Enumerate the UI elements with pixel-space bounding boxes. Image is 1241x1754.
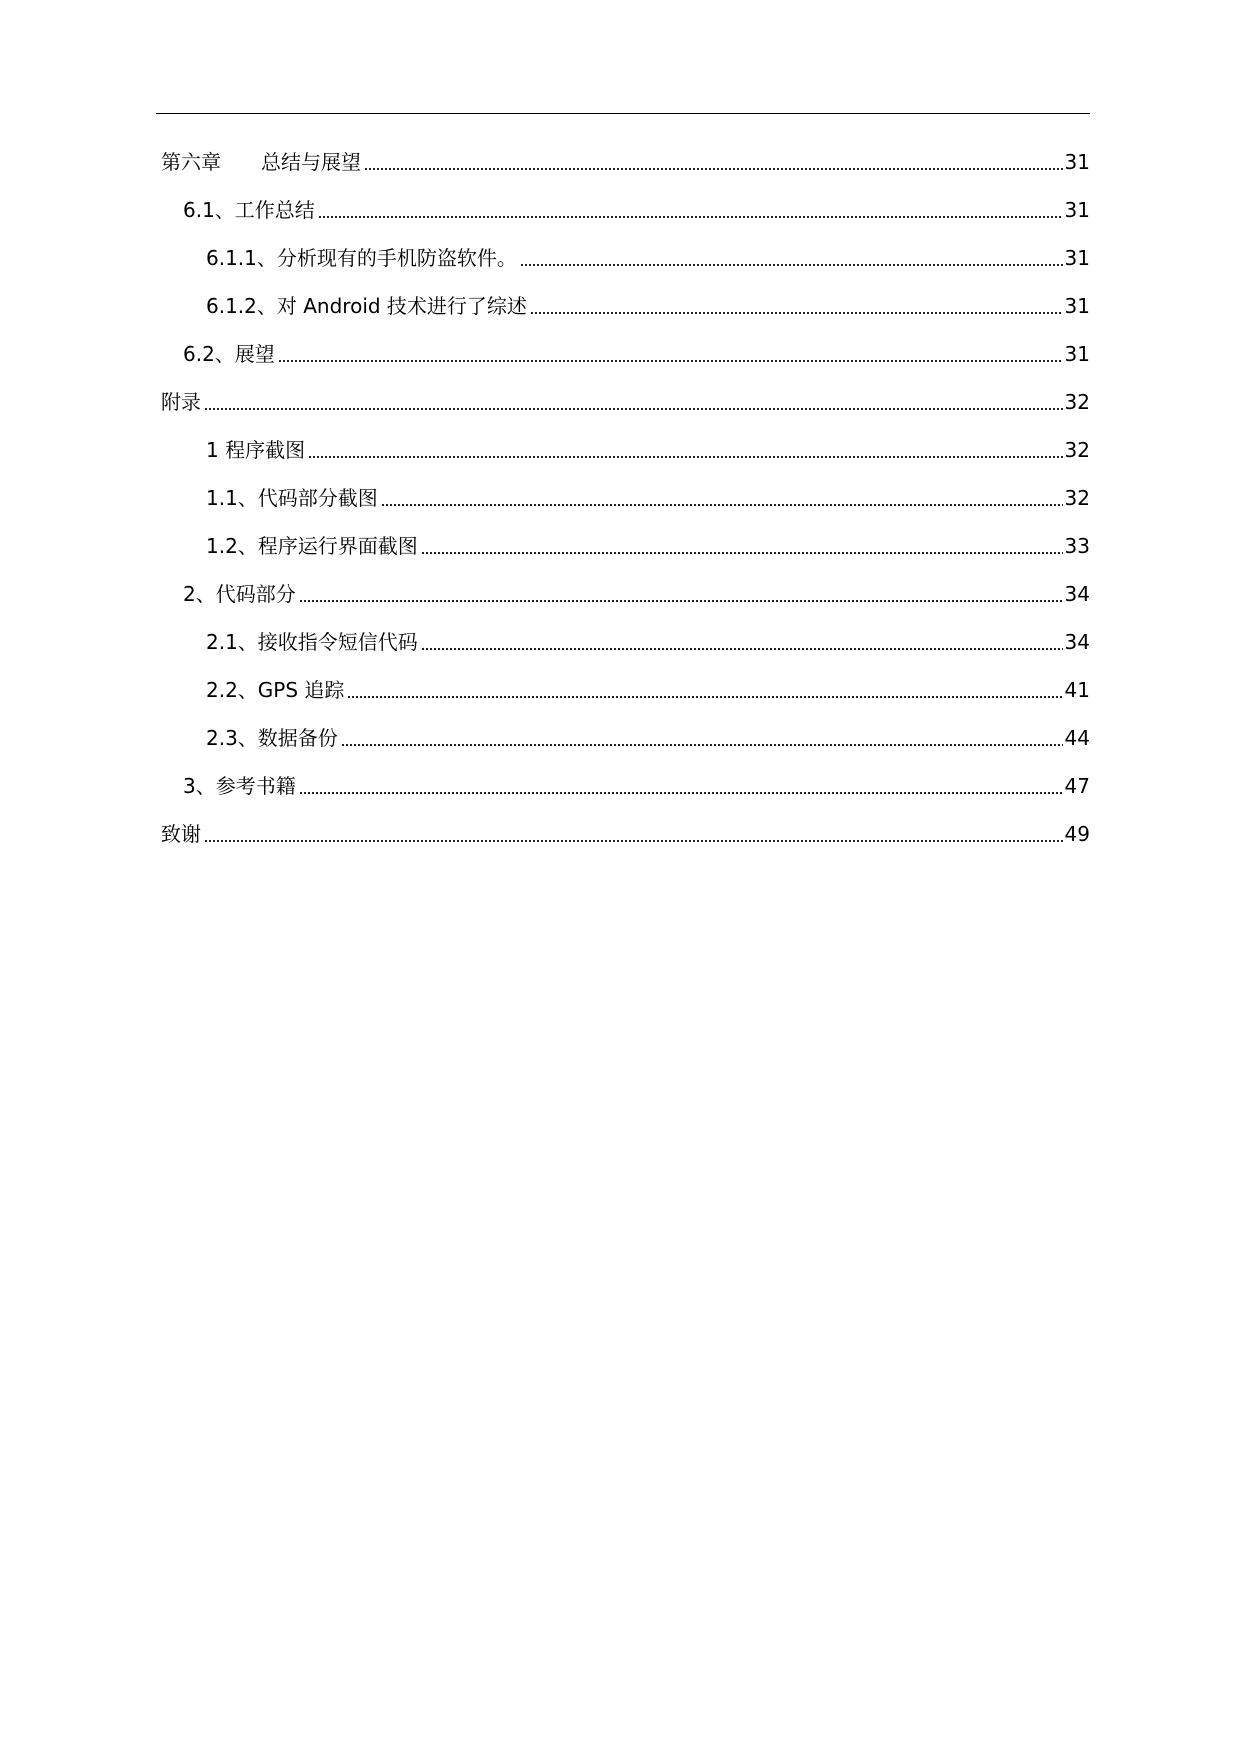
toc-entry-page: 33 xyxy=(1064,534,1090,558)
dot-leader xyxy=(299,792,1063,794)
toc-entry-page: 49 xyxy=(1064,822,1090,846)
toc-entry-page: 41 xyxy=(1064,678,1090,702)
toc-entry-title: 1.1、代码部分截图 xyxy=(206,486,378,510)
toc-entry-title: 致谢 xyxy=(161,822,201,846)
toc-entry-page: 31 xyxy=(1064,198,1090,222)
dot-leader xyxy=(278,360,1063,362)
toc-entry-6-2[interactable] xyxy=(161,330,1090,378)
toc-entry-page: 44 xyxy=(1064,726,1090,750)
toc-entry-title: 附录 xyxy=(161,390,201,414)
dot-leader xyxy=(347,696,1062,698)
dot-leader xyxy=(341,744,1063,746)
toc-entry-title: 6.1.2、对 Android 技术进行了综述 xyxy=(206,294,527,318)
toc-entry-6-1-1[interactable] xyxy=(161,234,1090,282)
dot-leader xyxy=(299,600,1063,602)
dot-leader xyxy=(364,168,1063,170)
dot-leader xyxy=(520,264,1063,266)
toc-entry-appendix[interactable] xyxy=(161,378,1090,426)
toc-entry-appendix-2[interactable] xyxy=(161,570,1090,618)
toc-entry-chapter-6[interactable] xyxy=(161,138,1090,186)
toc-entry-title: 2.2、GPS 追踪 xyxy=(206,678,345,702)
toc-entry-page: 31 xyxy=(1064,342,1090,366)
dot-leader xyxy=(421,552,1063,554)
dot-leader xyxy=(204,408,1063,410)
dot-leader xyxy=(308,456,1062,458)
toc-entry-page: 31 xyxy=(1064,294,1090,318)
toc-entry-title: 6.1、工作总结 xyxy=(183,198,315,222)
toc-entry-appendix-2-2[interactable] xyxy=(161,666,1090,714)
toc-entry-appendix-1-1[interactable] xyxy=(161,474,1090,522)
toc-entry-title: 3、参考书籍 xyxy=(183,774,296,798)
toc-entry-page: 31 xyxy=(1064,150,1090,174)
toc-entry-title: 6.2、展望 xyxy=(183,342,275,366)
toc-entry-appendix-3[interactable] xyxy=(161,762,1090,810)
toc-entry-6-1-2[interactable] xyxy=(161,282,1090,330)
toc-entry-title: 2.1、接收指令短信代码 xyxy=(206,630,418,654)
toc-entry-page: 47 xyxy=(1064,774,1090,798)
header-rule xyxy=(156,113,1090,114)
toc-entry-acknowledgements[interactable] xyxy=(161,810,1090,858)
toc-entry-title: 2.3、数据备份 xyxy=(206,726,338,750)
toc-entry-page: 31 xyxy=(1064,246,1090,270)
toc-entry-page: 32 xyxy=(1064,390,1090,414)
dot-leader xyxy=(381,504,1063,506)
toc-entry-page: 34 xyxy=(1064,630,1090,654)
toc-entry-title: 1.2、程序运行界面截图 xyxy=(206,534,418,558)
toc-entry-appendix-1-2[interactable] xyxy=(161,522,1090,570)
toc-entry-appendix-2-1[interactable] xyxy=(161,618,1090,666)
toc-entry-page: 32 xyxy=(1064,438,1090,462)
dot-leader xyxy=(204,840,1063,842)
toc-entry-appendix-2-3[interactable] xyxy=(161,714,1090,762)
toc-entry-title: 6.1.1、分析现有的手机防盗软件。 xyxy=(206,246,517,270)
toc-entry-appendix-1[interactable] xyxy=(161,426,1090,474)
dot-leader xyxy=(318,216,1063,218)
toc-entry-page: 34 xyxy=(1064,582,1090,606)
toc-entry-6-1[interactable] xyxy=(161,186,1090,234)
toc-entry-title: 第六章 总结与展望 xyxy=(161,150,361,174)
dot-leader xyxy=(421,648,1063,650)
dot-leader xyxy=(530,312,1063,314)
toc-entry-title: 2、代码部分 xyxy=(183,582,296,606)
toc-entry-title: 1 程序截图 xyxy=(206,438,306,462)
table-of-contents xyxy=(161,138,1090,858)
toc-entry-page: 32 xyxy=(1064,486,1090,510)
